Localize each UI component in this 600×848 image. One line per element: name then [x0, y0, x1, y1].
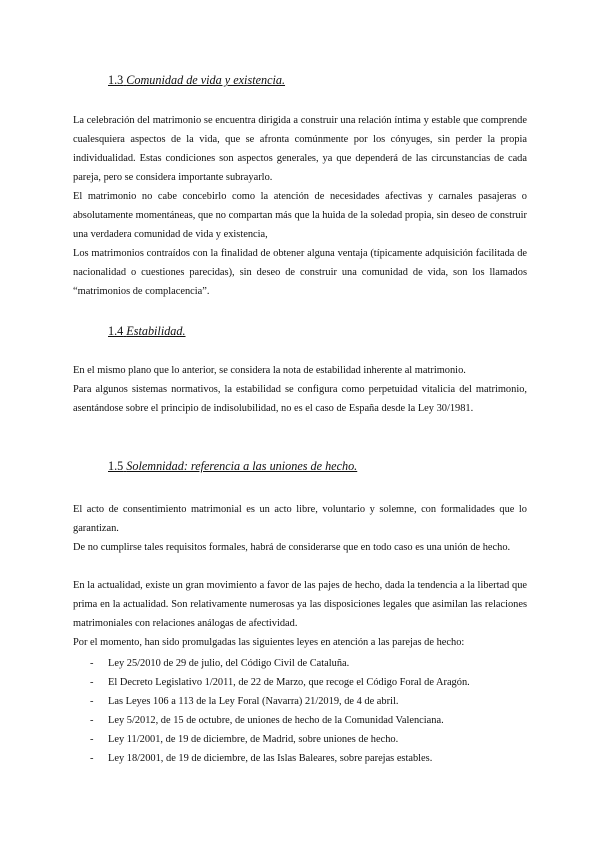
- list-dash: -: [90, 753, 94, 764]
- paragraph: El acto de consentimiento matrimonial es un acto libre, voluntario y solemne, con formalidades que lo garantizan.: [73, 504, 527, 534]
- list-item-text: Ley 5/2012, de 15 de octubre, de uniones de hecho de la Comunidad Valenciana.: [108, 715, 444, 726]
- section-title: Solemnidad: referencia a las uniones de hecho.: [126, 459, 358, 473]
- paragraph: Los matrimonios contraídos con la finalidad de obtener alguna ventaja (típicamente adquisición facilitada de nacionalidad o cuestiones parecidas), sin deseo de construir una comunidad de vida, son los llamados “matrimonios de complacencia”.: [73, 248, 527, 297]
- section-title: Estabilidad.: [126, 324, 186, 338]
- paragraph: Para algunos sistemas normativos, la estabilidad se configura como perpetuidad vitalicia del matrimonio, asentándose sobre el principio de indisolubilidad, no es el caso de España desde la Ley 30/1981.: [73, 384, 527, 414]
- list-dash: -: [90, 677, 94, 688]
- list-item-text: Ley 18/2001, de 19 de diciembre, de las Islas Baleares, sobre parejas estables.: [108, 753, 433, 764]
- list-item: [73, 749, 543, 768]
- section-number: 1.3: [108, 73, 124, 87]
- list-item: [73, 730, 543, 749]
- paragraph: En la actualidad, existe un gran movimiento a favor de las pajes de hecho, dada la tendencia a la libertad que prima en la actualidad. Son relativamente numerosas ya las disposiciones legales que asimilan las relaciones matrimoniales con relaciones análogas de afectividad.: [73, 580, 527, 629]
- list-dash: -: [90, 696, 94, 707]
- list-item-text: Las Leyes 106 a 113 de la Ley Foral (Navarra) 21/2019, de 4 de abril.: [108, 696, 399, 707]
- section-number: 1.4: [108, 324, 124, 338]
- paragraph: En el mismo plano que lo anterior, se considera la nota de estabilidad inherente al matrimonio.: [73, 365, 466, 376]
- list-item: [73, 711, 543, 730]
- list-dash: -: [90, 658, 94, 669]
- list-dash: -: [90, 715, 94, 726]
- section-heading-1-4: [108, 324, 186, 339]
- list-dash: -: [90, 734, 94, 745]
- paragraph: Por el momento, han sido promulgadas las siguientes leyes en atención a las parejas de hecho:: [73, 637, 465, 648]
- list-item: [73, 692, 543, 711]
- section-title: Comunidad de vida y existencia.: [126, 73, 286, 87]
- paragraph: El matrimonio no cabe concebirlo como la atención de necesidades afectivas y carnales pasajeras o absolutamente momentáneas, que no compartan más que la huida de la soledad propia, sin deseo de construir una verdadera comunidad de vida y existencia,: [73, 191, 527, 240]
- section-number: 1.5: [108, 459, 124, 473]
- list-item: [73, 673, 543, 692]
- list-item-text: Ley 25/2010 de 29 de julio, del Código Civil de Cataluña.: [108, 658, 350, 669]
- paragraph: De no cumplirse tales requisitos formales, habrá de considerarse que en todo caso es una unión de hecho.: [73, 542, 511, 553]
- list-item-text: Ley 11/2001, de 19 de diciembre, de Madrid, sobre uniones de hecho.: [108, 734, 399, 745]
- list-item-text: El Decreto Legislativo 1/2011, de 22 de Marzo, que recoge el Código Foral de Aragón.: [108, 677, 470, 688]
- section-heading-1-5: [108, 459, 357, 474]
- laws-list: [73, 654, 543, 768]
- section-heading-1-3: [108, 73, 285, 88]
- paragraph: La celebración del matrimonio se encuentra dirigida a construir una relación íntima y estable que comprende cualesquiera aspectos de la vida, que se afronta comúnmente por los cónyuges, sin perder la propia individualidad. Estas condiciones son aspectos generales, ya que dependerá de las circunstancias de cada pareja, pero se considera importante subrayarlo.: [73, 115, 527, 183]
- list-item: [73, 654, 543, 673]
